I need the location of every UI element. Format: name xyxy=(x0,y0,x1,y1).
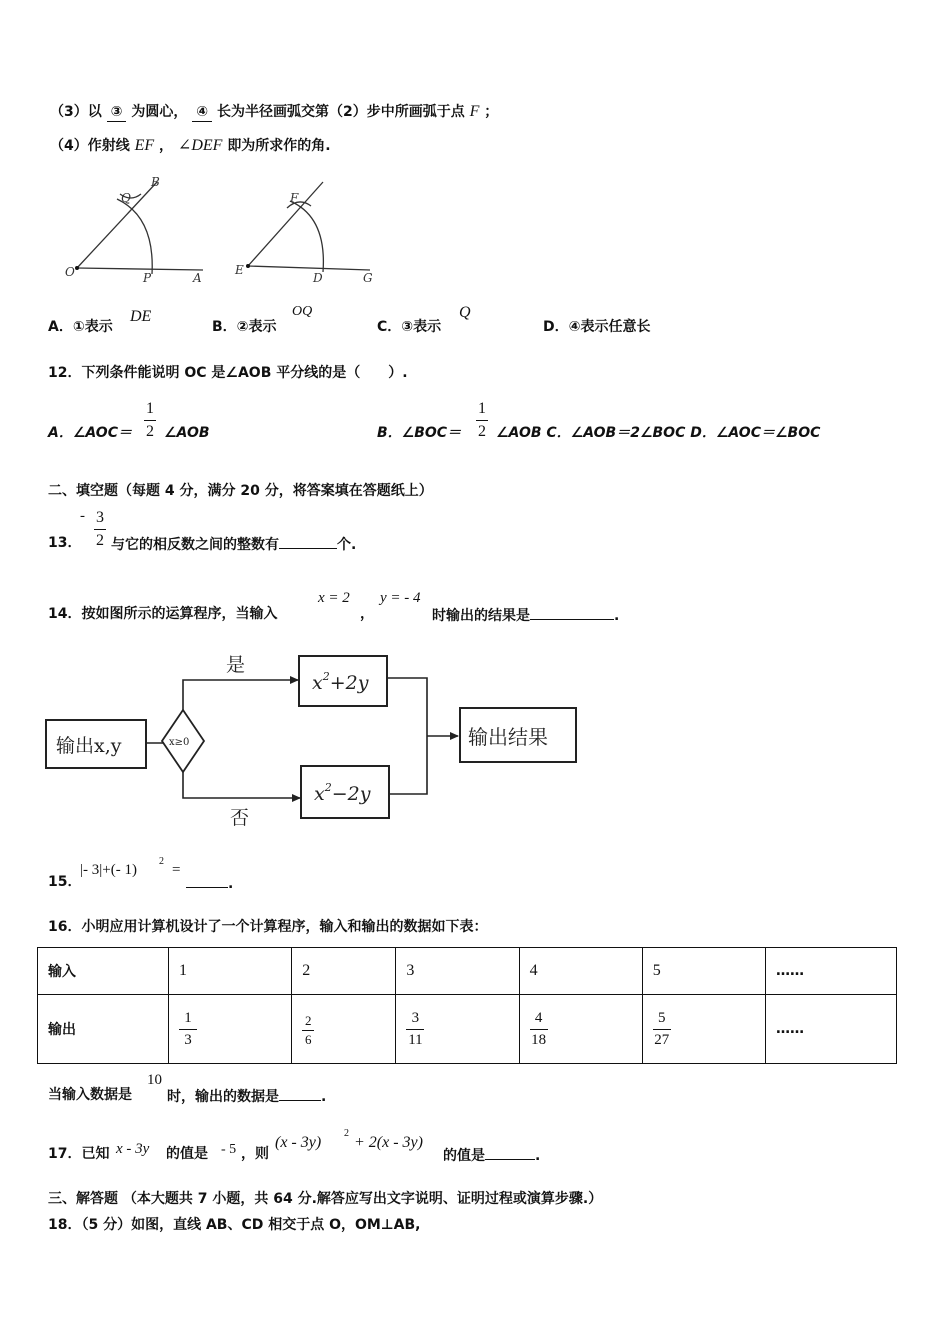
q13-denominator: 2 xyxy=(96,532,104,549)
q11-step4-angle: ∠DEF xyxy=(177,137,223,154)
ray-ob xyxy=(77,182,157,268)
q12-option-a-fraction xyxy=(144,398,156,443)
q12-a-denominator: 2 xyxy=(146,423,154,440)
table-row-output xyxy=(38,995,897,1064)
output-2-num: 2 xyxy=(304,1012,312,1028)
q11-construction-figures xyxy=(55,172,395,292)
output-fraction-3 xyxy=(406,1008,424,1051)
q11-option-c-math: Q xyxy=(459,304,471,321)
q11-step3-text-a: （3）以 xyxy=(50,104,102,120)
q17-expression-1: x - 3y xyxy=(116,1141,150,1157)
q16-after-text-b: 时，输出的数据是 xyxy=(167,1089,279,1105)
table-row-input xyxy=(38,948,897,995)
q17-expression-2a: (x - 3y) xyxy=(275,1134,322,1151)
section-2-heading: 二、填空题（每题 4 分，满分 20 分，将答案填在答题纸上） xyxy=(48,483,433,499)
q17-text-c: ，则 xyxy=(241,1146,269,1162)
output-cell-3 xyxy=(396,995,519,1064)
q15-exponent: 2 xyxy=(159,856,164,867)
flow-yes-arrow xyxy=(183,680,298,710)
q14-tail: 时输出的结果是 xyxy=(432,608,530,624)
q11-step3-text-e: 长为半径画弧交第（2）步中所画弧于点 xyxy=(216,104,465,120)
q12-b-denominator: 2 xyxy=(478,423,486,440)
q13-sign xyxy=(80,505,85,527)
q11-option-a-label: A．①表示 xyxy=(48,319,113,335)
q11-step3-point-f: F xyxy=(469,103,480,120)
q12-a-numerator: 1 xyxy=(146,400,154,417)
q16-answer-blank[interactable] xyxy=(279,1086,321,1101)
q15-equals: = xyxy=(172,862,181,878)
output-4-den: 18 xyxy=(531,1032,547,1048)
q15-number: 15． xyxy=(48,874,82,890)
input-cell-ellipsis: …… xyxy=(766,948,897,995)
input-cell-2: 2 xyxy=(292,948,396,995)
q11-option-c-label: C．③表示 xyxy=(377,319,442,335)
output-fraction-5 xyxy=(653,1008,671,1051)
flow-yes-expression xyxy=(312,670,369,694)
q13-fraction xyxy=(94,507,106,552)
flow-no-x: x xyxy=(314,783,325,805)
q11-option-a-math: DE xyxy=(130,308,152,325)
q16-after-line xyxy=(167,1086,326,1106)
q17-text-a: 17．已知 xyxy=(48,1146,110,1162)
label-o: O xyxy=(65,265,75,279)
q15-answer-line xyxy=(186,873,233,893)
q13-tail: 个. xyxy=(337,537,357,553)
arc-df xyxy=(290,201,323,272)
point-e xyxy=(246,264,250,268)
ray-eg xyxy=(248,266,370,270)
output-3-num: 3 xyxy=(411,1010,420,1026)
q12-option-a-label: A．∠AOC＝ xyxy=(48,425,132,441)
q14-end: . xyxy=(614,608,620,624)
input-cell-4: 4 xyxy=(519,948,642,995)
flow-no-expression xyxy=(314,781,371,805)
output-fraction-1 xyxy=(179,1008,197,1051)
output-2-den: 6 xyxy=(304,1031,312,1047)
output-cell-ellipsis: …… xyxy=(766,995,897,1064)
flow-yes-label: 是 xyxy=(226,654,246,676)
q12-option-a-tail: ∠AOB xyxy=(164,425,210,441)
q13-answer-blank[interactable] xyxy=(279,534,337,549)
q11-step3-blank-radius: ④ xyxy=(192,103,212,122)
flow-no-rest: −2y xyxy=(331,783,371,805)
output-cell-4 xyxy=(519,995,642,1064)
output-4-num: 4 xyxy=(534,1010,543,1026)
output-1-num: 1 xyxy=(184,1010,192,1026)
label-q: Q xyxy=(121,191,131,205)
table-header-output: 输出 xyxy=(38,995,169,1064)
q16-text: 16．小明应用计算机设计了一个计算程序，输入和输出的数据如下表： xyxy=(48,919,488,935)
q14-y-value: y = - 4 xyxy=(380,590,421,606)
q15-end: . xyxy=(228,876,234,892)
q12-option-b-label: B．∠BOC＝ xyxy=(377,425,462,441)
output-cell-1 xyxy=(169,995,292,1064)
q17-end: . xyxy=(535,1148,541,1164)
output-fraction-4 xyxy=(530,1008,548,1051)
q13-number: 13． xyxy=(48,535,82,551)
q17-text-b: 的值是 xyxy=(166,1146,208,1162)
q11-step3-text-g: ； xyxy=(484,104,499,120)
q11-step3-text-c: 为圆心， xyxy=(131,104,188,120)
q14-text: 14．按如图所示的运算程序，当输入 xyxy=(48,606,278,622)
label-f: F xyxy=(290,191,299,205)
q13-minus: - xyxy=(80,508,85,524)
output-fraction-2 xyxy=(302,1012,314,1049)
input-cell-5: 5 xyxy=(642,948,765,995)
output-cell-5 xyxy=(642,995,765,1064)
q14-comma: ， xyxy=(360,606,374,622)
arc-pq xyxy=(117,199,152,274)
q17-text-d: 的值是 xyxy=(443,1148,485,1164)
flow-input-label: 输出x,y xyxy=(56,735,122,757)
input-cell-3: 3 xyxy=(396,948,519,995)
q14-answer-blank[interactable] xyxy=(530,605,614,620)
q11-step3-blank-center: ③ xyxy=(107,103,127,122)
label-d: D xyxy=(313,271,323,285)
q13-text-line xyxy=(111,534,356,554)
q12-b-numerator: 1 xyxy=(478,400,486,417)
q11-figure-1 xyxy=(77,182,203,274)
q17-expression-2b: + 2(x - 3y) xyxy=(354,1134,423,1151)
q12-option-b-fraction xyxy=(476,398,488,443)
flow-no-label: 否 xyxy=(230,807,250,829)
output-5-num: 5 xyxy=(658,1010,666,1026)
q16-after-text-a: 当输入数据是 xyxy=(48,1087,132,1103)
flow-merge-line xyxy=(387,678,427,794)
flow-yes-exponent: 2 xyxy=(322,670,330,683)
q11-step4 xyxy=(50,137,331,155)
q11-step4-text-a: （4）作射线 xyxy=(50,138,130,154)
output-5-den: 27 xyxy=(654,1032,670,1048)
q13-numerator: 3 xyxy=(96,509,104,526)
table-header-input: 输入 xyxy=(38,948,169,995)
q16-after-end: . xyxy=(321,1089,327,1105)
label-b: B xyxy=(151,175,160,189)
section-3-heading: 三、解答题 （本大题共 7 小题，共 64 分.解答应写出文字说明、证明过程或演算步骤.） xyxy=(48,1191,603,1207)
q12-option-b-tail: ∠AOB C．∠AOB＝2∠BOC D．∠AOC＝∠BOC xyxy=(496,425,821,441)
label-g: G xyxy=(363,271,373,285)
q11-option-b-math: OQ xyxy=(292,304,313,319)
q16-io-table xyxy=(37,947,897,1064)
output-1-den: 3 xyxy=(184,1032,192,1048)
q16-after-number: 10 xyxy=(147,1072,162,1088)
q12-stem: 12．下列条件能说明 OC 是∠AOB 平分线的是（ ）. xyxy=(48,365,408,381)
q17-tail-line xyxy=(443,1145,540,1165)
q14-flowchart xyxy=(44,648,584,830)
flow-yes-rest: +2y xyxy=(329,672,369,694)
q11-step4-text-c: ， xyxy=(159,138,174,154)
q15-answer-blank[interactable] xyxy=(186,873,228,888)
flow-no-exponent: 2 xyxy=(324,781,332,794)
q11-figure-2 xyxy=(248,182,370,272)
q14-x-value: x = 2 xyxy=(318,590,350,606)
flow-yes-x: x xyxy=(312,672,323,694)
q14-tail-line xyxy=(432,605,619,625)
flow-output-label: 输出结果 xyxy=(468,725,548,749)
output-cell-2 xyxy=(292,995,396,1064)
label-e: E xyxy=(235,263,244,277)
q15-expression: |- 3|+(- 1) xyxy=(80,862,137,878)
ray-ef xyxy=(248,182,323,266)
point-o xyxy=(75,266,79,270)
q18-stem: 18．（5 分）如图，直线 AB、CD 相交于点 O，OM⊥AB, xyxy=(48,1217,421,1233)
q11-step4-text-e: 即为所求作的角. xyxy=(227,138,331,154)
q11-option-d-label: D．④表示任意长 xyxy=(543,319,651,335)
q11-step4-ray: EF xyxy=(134,137,155,154)
label-a: A xyxy=(193,271,202,285)
q11-option-b-label: B．②表示 xyxy=(212,319,277,335)
output-3-den: 11 xyxy=(408,1032,423,1048)
q11-step3 xyxy=(50,103,498,122)
q13-text: 与它的相反数之间的整数有 xyxy=(111,537,279,553)
ray-oa xyxy=(77,268,203,270)
flow-no-arrow xyxy=(183,772,300,798)
label-p: P xyxy=(143,271,152,285)
q17-value: - 5 xyxy=(221,1142,237,1157)
q17-answer-blank[interactable] xyxy=(485,1145,535,1160)
input-cell-1: 1 xyxy=(169,948,292,995)
q17-exponent: 2 xyxy=(344,1128,349,1139)
flow-condition-label: x≥0 xyxy=(169,737,190,748)
